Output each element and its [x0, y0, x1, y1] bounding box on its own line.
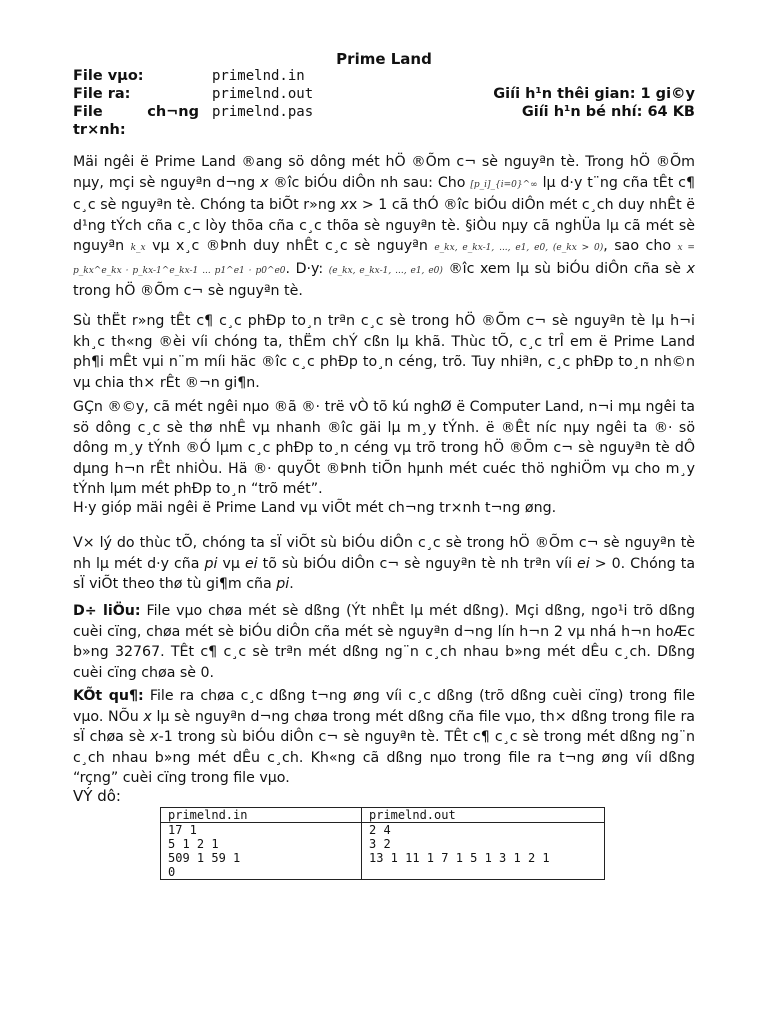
time-limit: Giíi h¹n thêi gian: 1 gi©y [493, 86, 695, 102]
example-table [160, 807, 605, 880]
input-section-label: D÷ liÖu: [73, 603, 141, 619]
memory-limit: Giíi h¹n bé nhí: 64 KB [521, 104, 695, 120]
output-file-label: File ra: [73, 86, 131, 102]
problem-meta [73, 67, 695, 139]
input-file-label: File vµo: [73, 68, 144, 84]
example-caption: VÝ dô: [73, 787, 121, 805]
paragraph-operations: Sù thËt r»ng tÊt c¶ c¸c phÐp to¸n trªn c¸c sè trong hÖ ®Õm c¬ sè nguyªn tè lµ h¬i kh¸c th«ng ®èi víi chóng ta, thËm chÝ cßn lµ khã. Thùc tÕ, c¸c trÎ em ë Prime Land ph¶i mÊt vµi n¨m míi häc ®îc c¸c phÐp to¸n céng, trõ. Tuy nhiªn, c¸c phÐp to¸n nh©n vµ chia th× rÊt ®¬n gi¶n. [73, 313, 695, 391]
paragraph-computer-land: GÇn ®©y, cã mét ngêi nµo ®ã ®· trë vÒ tõ kú nghØ ë Computer Land, n¬i mµ ngêi ta sö dông c¸c sè thø nhÊ vµ nhanh ®îc gäi lµ m¸y tÝnh. ë ®Êt níc nµy ngêi ta ®· sö dông m¸y tÝnh ®Ó lµm c¸c phÐp to¸n céng vµ trõ trong hÖ ®Õm c¬ sè nguyªn tè dÔ dµng h¬n rÊt nhiÒu. Hä ®· quyÕt ®Þnh tiÕn hµnh mét cuéc thö nghiÖm vµ cho m¸y tÝnh lµm mét phÐp to¸n “trõ mét”. [73, 399, 695, 497]
formula-sequence: (e_kx, e_kx-1, ..., e1, e0) [328, 265, 443, 276]
formula-product: x = p_kx^e_kx · p_kx-1^e_kx-1 ... p1^e1 · p0^e0 [73, 243, 695, 276]
example-input-line: 509 1 59 1 [168, 851, 241, 865]
program-file-label: File ch¬ng [73, 104, 199, 120]
paragraph-intro: Mäi ngêi ë Prime Land ®ang sö dông mét hÖ ®Õm c¬ sè nguyªn tè. Trong hÖ ®Õm nµy, mçi sè nguyªn d¬ng x ®îc biÓu diÔn nh sau: Cho [p_i]_{i=0}^∞ lµ d·y t¨ng cña tÊt c¶ c¸c sè nguyªn tè. Chóng ta biÕt r»ng xx > 1 cã thÓ ®îc biÓu diÔn mét c¸ch duy nhÊt ë d¹ng tÝch cña c¸c lòy thõa cña c¸c thõa sè nguyªn tè. §iÒu nµy cã nghÜa lµ cã mét sè nguyªn k_x vµ x¸c ®Þnh duy nhÊt c¸c sè nguyªn e_kx, e_kx-1, ..., e1, e0, (e_kx > 0), sao cho x = p_kx^e_kx · p_kx-1^e_kx-1 ... p1^e1 · p0^e0. D·y: (e_kx, e_kx-1, ..., e1, e0) ®îc xem lµ sù biÓu diÔn cña sè x trong hÖ ®Õm c¬ sè nguyªn tè. [73, 154, 695, 299]
example-output-line: 3 2 [369, 837, 391, 851]
formula-primes: [p_i]_{i=0}^∞ [470, 179, 538, 190]
example-header-input: primelnd.in [161, 808, 362, 823]
example-output-cell [362, 823, 605, 880]
example-input-line: 0 [168, 865, 176, 879]
paragraph-help: H·y gióp mäi ngêi ë Prime Land vµ viÕt mét ch¬ng tr×nh t¬ng øng. [73, 500, 557, 516]
example-input-cell [161, 823, 362, 880]
formula-exponents: e_kx, e_kx-1, ..., e1, e0, (e_kx > 0) [434, 243, 604, 253]
example-header-output: primelnd.out [362, 808, 605, 823]
example-input-line: 5 1 2 1 [168, 837, 219, 851]
paragraph-output: KÕt qu¶: File ra chøa c¸c dßng t¬ng øng víi c¸c dßng (trõ dßng cuèi cïng) trong file vµo. NÕu x lµ sè nguyªn d¬ng chøa trong mét dßng cña file vµo, th× dßng trong file ra sÏ chøa sè x-1 trong sù biÓu diÔn c¬ sè nguyªn tè. TÊt c¶ c¸c sè trong mét dßng ng¨n c¸ch nhau b»ng mét dÊu c¸ch. Kh«ng cã dßng nµo trong file ra t¬ng øng víi dßng “rçng” cuèi cïng trong file vµo. [73, 688, 695, 786]
page-title: Prime Land [336, 50, 432, 68]
program-file-label-cont: tr×nh: [73, 122, 126, 138]
paragraph-input: D÷ liÖu: File vµo chøa mét sè dßng (Ýt nhÊt lµ mét dßng). Mçi dßng, ngo¹i trõ dßng cuèi cïng, chøa mét sè biÓu diÔn cña mét sè nguyªn d¬ng lín h¬n 2 vµ nhá h¬n hoÆc b»ng 32767. TÊt c¶ c¸c sè trªn mét dßng ng¨n c¸ch nhau b»ng mét dÊu c¸ch. Dßng cuèi cïng chøa sè 0. [73, 603, 695, 681]
input-file-name: primelnd.in [212, 68, 305, 84]
program-file-name: primelnd.pas [212, 104, 314, 120]
output-file-name: primelnd.out [212, 86, 314, 102]
example-output-line: 2 4 [369, 823, 391, 837]
paragraph-representation: V× lý do thùc tÕ, chóng ta sÏ viÕt sù biÓu diÔn c¸c sè trong hÖ ®Õm c¬ sè nguyªn tè nh lµ mét d·y cña pi vµ ei tõ sù biÓu diÔn c¬ sè nguyªn tè nh trªn víi ei > 0. Chóng ta sÏ viÕt theo thø tù gi¶m cña pi. [73, 535, 696, 592]
formula-k: k_x [130, 243, 146, 253]
output-section-label: KÕt qu¶: [73, 688, 144, 704]
example-output-line: 13 1 11 1 7 1 5 1 3 1 2 1 [369, 851, 550, 865]
example-input-line: 17 1 [168, 823, 197, 837]
